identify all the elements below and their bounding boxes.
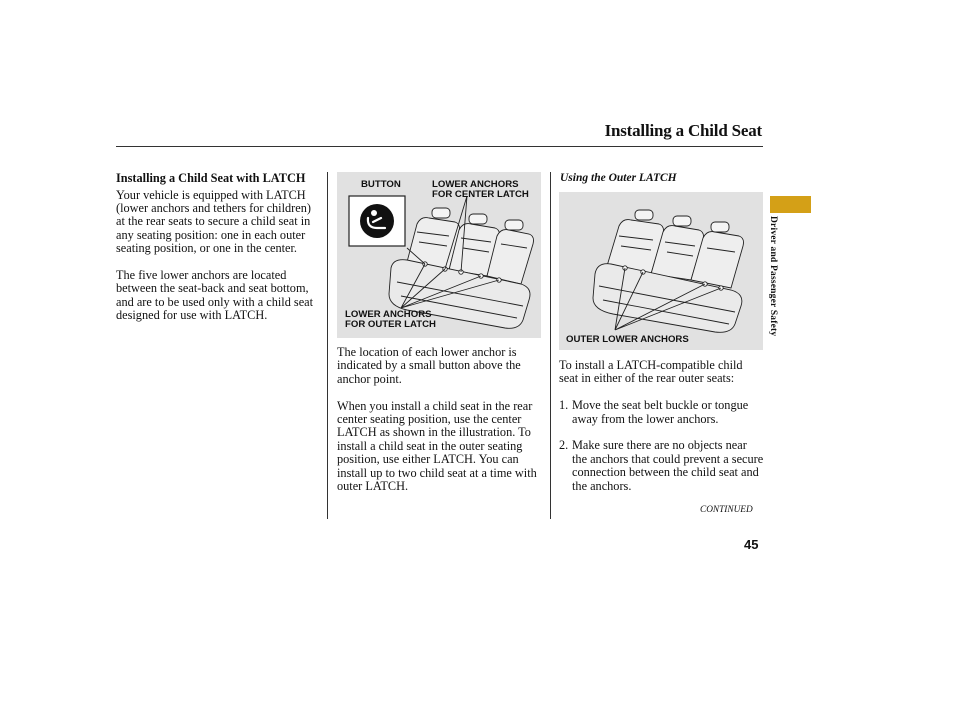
step-text: Move the seat belt buckle or tongue away from the lower anchors. bbox=[572, 398, 749, 426]
label-center-anchors: LOWER ANCHORS FOR CENTER LATCH bbox=[432, 179, 529, 200]
section-heading: Installing a Child Seat with LATCH bbox=[116, 171, 306, 185]
rear-seat-illustration bbox=[559, 192, 763, 350]
step-number: 1. bbox=[559, 398, 569, 413]
figure-subheading: Using the Outer LATCH bbox=[560, 172, 677, 184]
middle-column-text bbox=[337, 346, 545, 507]
right-column-text bbox=[559, 359, 764, 506]
page-number: 45 bbox=[744, 537, 759, 552]
step-text: Make sure there are no objects near the anchors that could prevent a secure connection between the child seat and the anchors. bbox=[572, 438, 764, 493]
list-item bbox=[559, 399, 764, 426]
column-divider-left bbox=[327, 172, 328, 519]
paragraph: To install a LATCH-compatible child seat in either of the rear outer seats: bbox=[559, 358, 743, 386]
label-outer-lower-anchors: OUTER LOWER ANCHORS bbox=[566, 334, 689, 345]
section-side-label: Driver and Passenger Safety bbox=[768, 216, 778, 337]
paragraph: When you install a child seat in the rear center seating position, use the center LATCH as shown in the illustration. To install a child seat in the outer seating position, use either LATCH. You can install up to two child seat at a time with outer LATCH. bbox=[337, 398, 537, 494]
page-title: Installing a Child Seat bbox=[604, 121, 762, 140]
label-outer-anchors: LOWER ANCHORS FOR OUTER LATCH bbox=[345, 309, 436, 330]
step-number: 2. bbox=[559, 438, 569, 453]
outer-latch-figure bbox=[559, 192, 763, 350]
label-button: BUTTON bbox=[361, 179, 401, 190]
paragraph: The location of each lower anchor is indicated by a small button above the anchor point. bbox=[337, 345, 521, 386]
continued-label: CONTINUED bbox=[700, 505, 753, 515]
center-latch-figure bbox=[337, 172, 541, 338]
section-tab bbox=[770, 196, 811, 213]
column-divider-right bbox=[550, 172, 551, 519]
steps-list bbox=[559, 399, 764, 493]
left-column bbox=[116, 173, 321, 336]
paragraph: Your vehicle is equipped with LATCH (lower anchors and tethers for children) at the rear seats to secure a child seat in any seating position: one in each outer seating position, or one in the center. bbox=[116, 187, 311, 256]
title-divider bbox=[116, 146, 763, 147]
list-item bbox=[559, 439, 764, 493]
paragraph: The five lower anchors are located between the seat-back and seat bottom, and are to be used only with a child seat designed for use with LATCH. bbox=[116, 267, 314, 323]
